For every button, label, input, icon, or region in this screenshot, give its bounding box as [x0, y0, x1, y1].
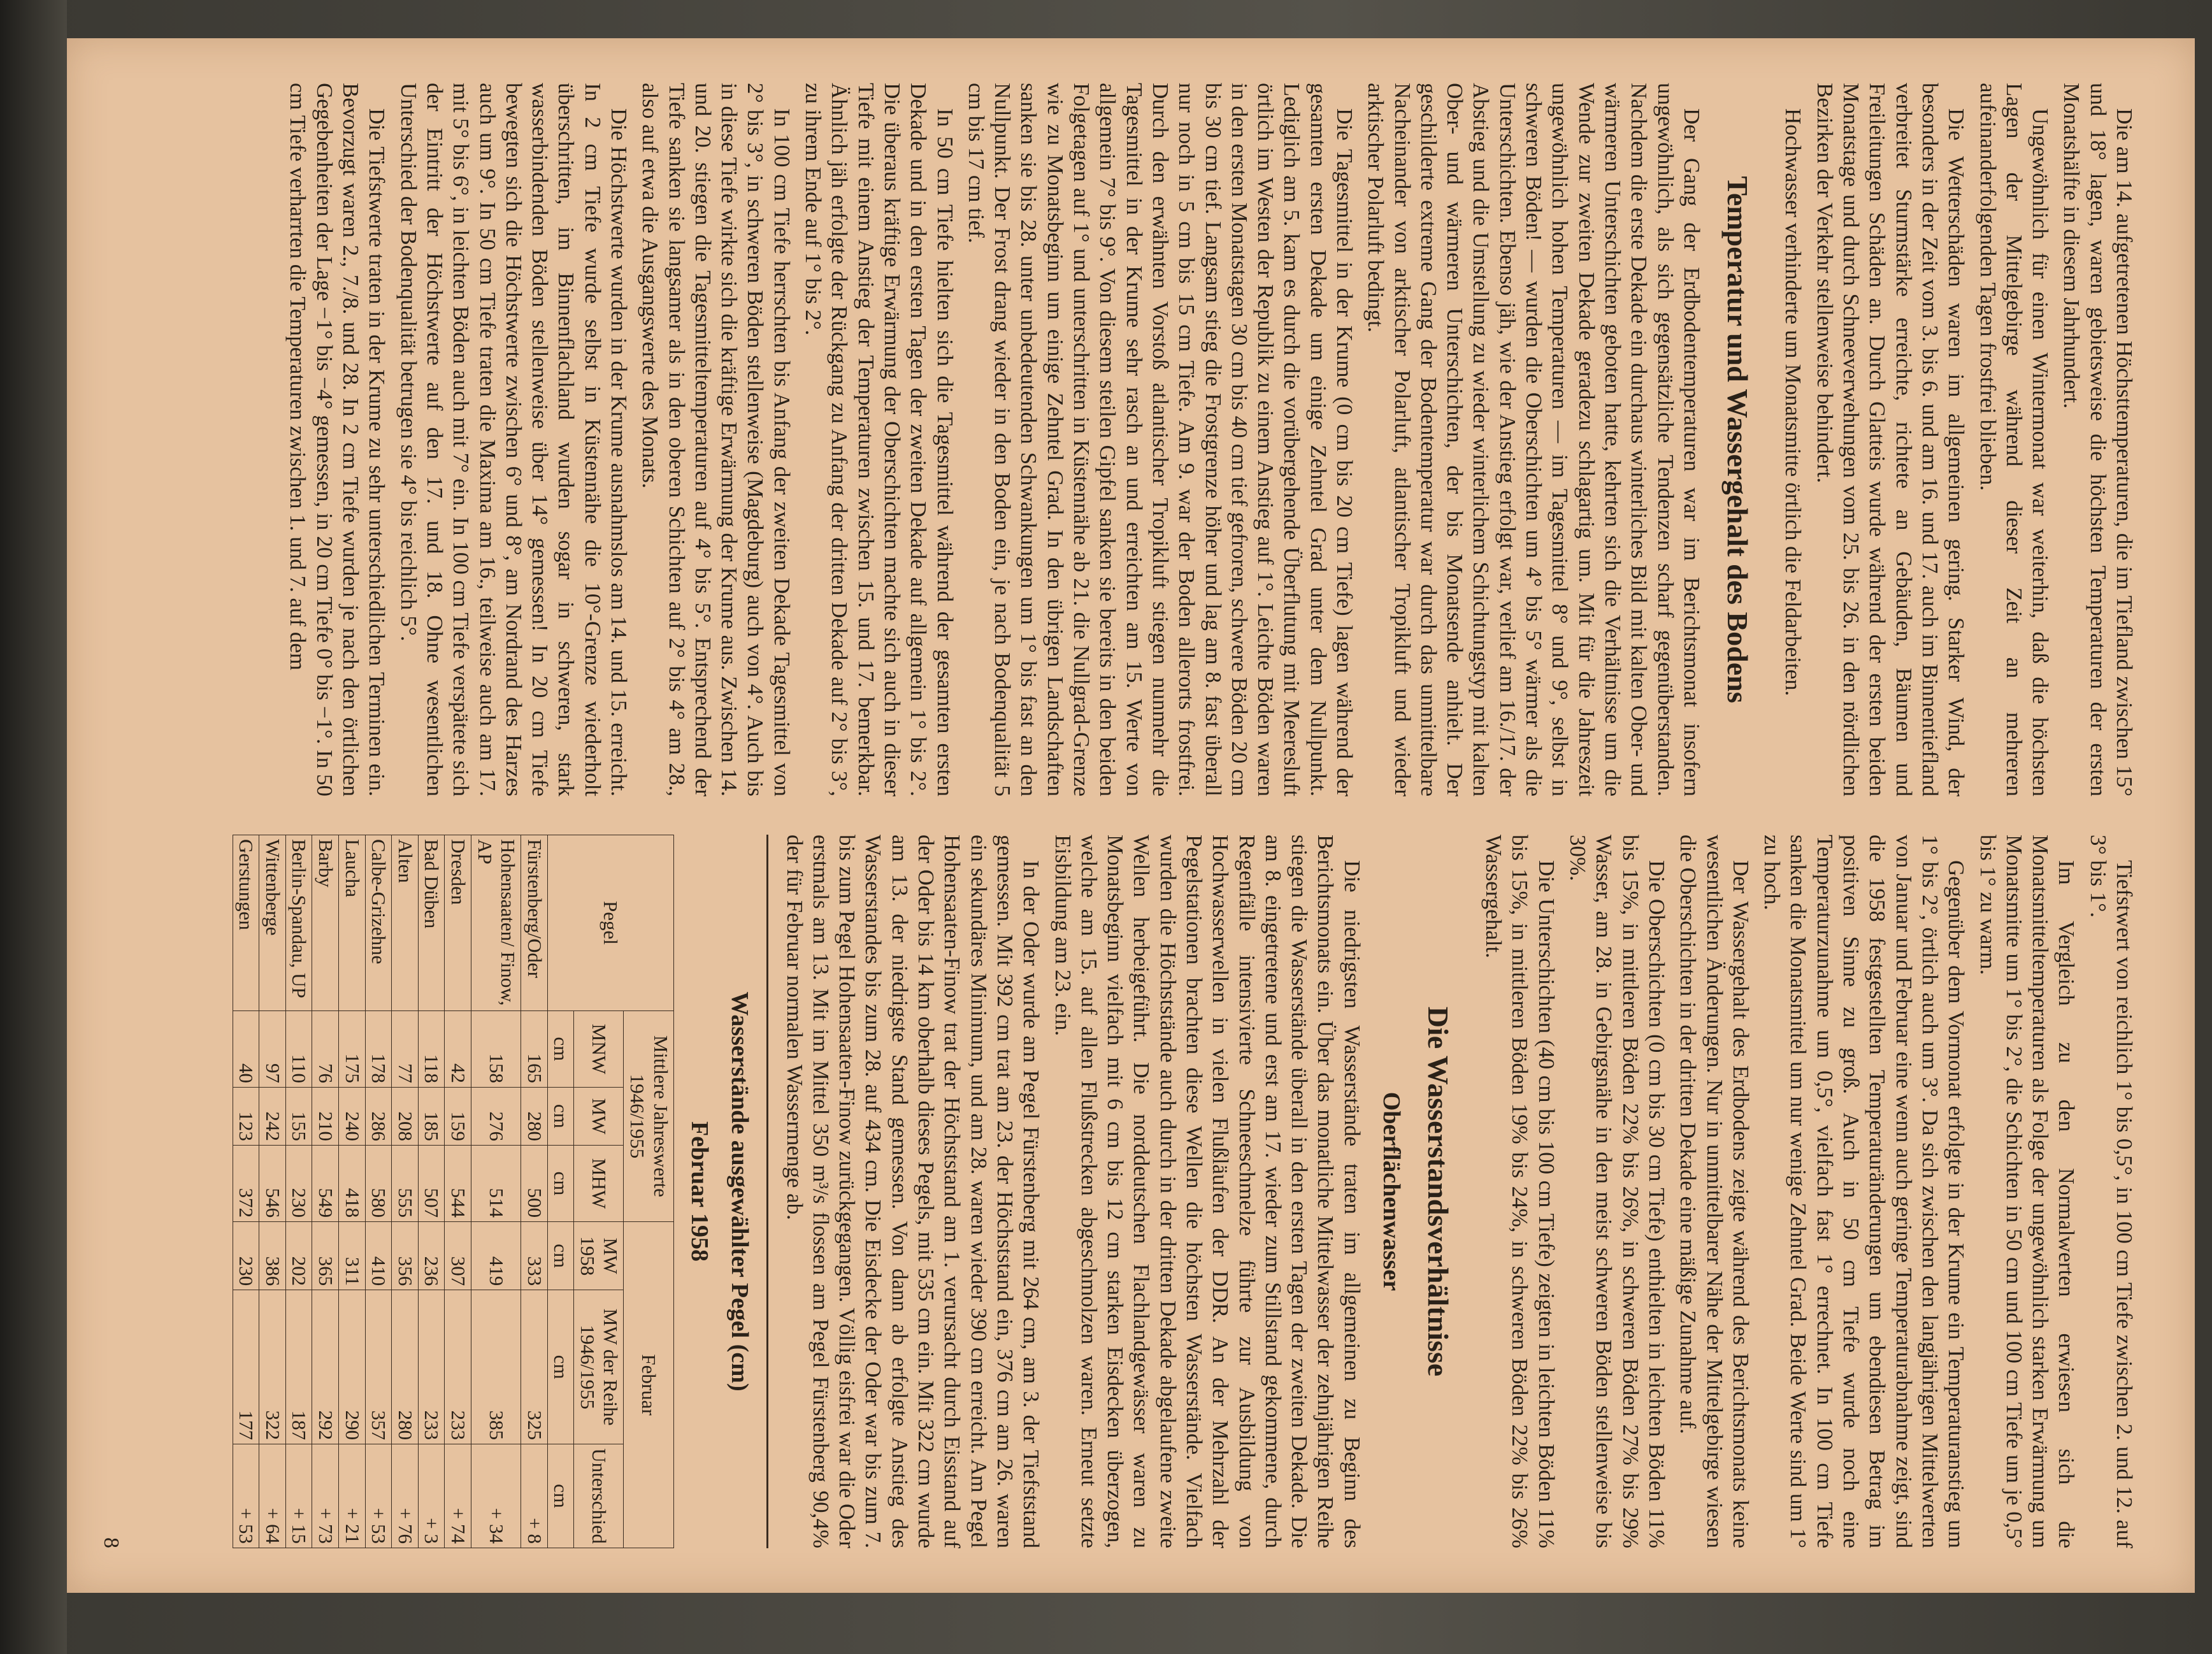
table-header-cell: cm — [547, 1290, 574, 1444]
table-cell: 42 — [445, 1010, 471, 1087]
table-cell: 546 — [259, 1145, 286, 1221]
weather-paragraph: Die am 14. aufgetretenen Höchsttemperaturen, die im Tiefland zwischen 15° und 18° lagen, waren gebietsweise die höchsten Temperaturen der ersten Monatshälfte in diesem Jahrhundert. — [2059, 83, 2137, 796]
table-header-cell: MNW — [574, 1010, 624, 1087]
table-cell: 418 — [339, 1145, 366, 1221]
table-cell: + 53 — [233, 1444, 259, 1548]
table-row — [418, 835, 445, 1548]
table-cell: 233 — [445, 1290, 471, 1444]
table-cell: 549 — [312, 1145, 339, 1221]
table-row — [285, 835, 312, 1548]
weather-paragraph: Die Wetterschäden waren im allgemeinen gering. Starker Wind, der besonders in der Zeit vom 3. bis 6. und am 16. und 17. auch im Binnentiefland verbreitet Sturmstärke erreichte, richtete an Gebäuden, Bäumen und Freileitungen Schäden an. Durch Glatteis wurde während der ersten beiden Monatstage und durch Schneeverwehungen vom 25. bis 26. in den nördlichen Bezirken der Verkehr stellenweise behindert. — [1812, 83, 1969, 796]
table-header-cell: Pegel — [547, 835, 673, 1011]
table-cell: Hohensaaten/ Finow, AP — [471, 835, 521, 1011]
table-cell: Alten — [392, 835, 419, 1011]
table-header-cell: cm — [547, 1222, 574, 1290]
table-cell: 123 — [233, 1088, 259, 1146]
table-cell: 118 — [418, 1010, 445, 1087]
table-cell: + 34 — [471, 1444, 521, 1548]
table-cell: 159 — [445, 1088, 471, 1146]
table-cell: 155 — [285, 1088, 312, 1146]
soil-paragraph: Die Unterschichten (40 cm bis 100 cm Tiefe) zeigten in leichten Böden 11% bis 15%, in mittleren Böden 19% bis 24%, in schweren Böden 22% bis 26% Wassergehalt. — [1481, 835, 1559, 1548]
table-cell: + 21 — [339, 1444, 366, 1548]
water-section-heading: Die Wasserstandsverhältnisse — [1421, 1006, 1454, 1377]
table-cell: 97 — [259, 1010, 286, 1087]
table-subtitle: Februar 1958 — [686, 1121, 714, 1262]
table-cell: 276 — [471, 1088, 521, 1146]
table-cell: 357 — [365, 1290, 392, 1444]
table-cell: 165 — [521, 1010, 548, 1087]
table-header-cell: MW — [574, 1088, 624, 1146]
soil-paragraph: Der Gang der Erdbodentemperaturen war im Berichtsmonat insofern ungewöhnlich, als sich gegensätzliche Tendenzen scharf gegenüberstanden. Nachdem die erste Dekade ein durchaus winterliches Bild mit kalten Ober- und wärmeren Unterschichten geboten hatte, kehrten sich die Verhältnisse um die Wende zur zweiten Dekade geradezu schlagartig um. Mit für die Jahreszeit ungewöhnlich hohen Temperaturen — im Tagesmittel 8° und 9°, selbst in schweren Böden! — wurden die Oberschichten um 4° bis 5° wärmer als die Unterschichten. Ebenso jäh, wie der Anstieg erfolgt war, verlief am 16./17. der Abstieg und die Umstellung zu wieder winterlichem Schichtungstyp mit kalten Ober- und wärmeren Unterschichten, der bis Monatsende anhielt. Der geschilderte extreme Gang der Bodentemperatur war durch das unmittelbare Nacheinander von arktischer Polarluft, atlantischer Tropikluft und wieder arktischer Polarluft bedingt. — [1363, 83, 1704, 796]
weather-paragraph: Hochwasser verhinderte um Monatsmitte örtlich die Feldarbeiten. — [1781, 108, 1806, 696]
table-cell: 500 — [521, 1145, 548, 1221]
table-cell: 230 — [233, 1222, 259, 1290]
table-header-cell: cm — [547, 1088, 574, 1146]
table-row — [392, 835, 419, 1548]
table-cell: 290 — [339, 1290, 366, 1444]
table-cell: Gerstungen — [233, 835, 259, 1011]
soil-paragraph: In 100 cm Tiefe herrschten bis Anfang der zweiten Dekade Tagesmittel von 2° bis 3°, in schweren Böden stellenweise (Magdeburg) auch von 4°. Auch bis in diese Tiefe wirkte sich die kräftige Erwärmung der Krume aus. Zwischen 14. und 20. stiegen die Tagesmitteltemperaturen auf 4° bis 5°. Entsprechend der Tiefe sanken sie langsamer als in den oberen Schichten auf 2° bis 4° am 28., also auf etwa die Ausgangswerte des Monats. — [638, 83, 794, 796]
table-cell: 175 — [339, 1010, 366, 1087]
water-paragraph: Die niedrigsten Wasserstände traten im allgemeinen zu Beginn des Berichtsmonats ein. Über das monatliche Mittelwasser der zehnjährigen Reihe stiegen die Wasserstände überall in den ersten Tagen der zweiten Dekade. Die am 8. eingetretene und erst am 17. wieder zum Stillstand gekommene, durch Regenfälle intensivierte Schneeschmelze führte zur Ausbildung von Hochwasserwellen in vielen Flußläufen der DDR. An der Mehrzahl der Pegelstationen brachten diese Wellen die höchsten Wasserstände. Vielfach wurden die Höchststände auch durch in der dritten Dekade abgelaufene zweite Wellen herbeigeführt. Die norddeutschen Flachlandgewässer waren zu Monatsbeginn vielfach mit 6 cm bis 12 cm starken Eisdecken überzogen, welche am 15. auf allen Flußstrecken abgeschmolzen waren. Erneut setzte Eisbildung am 23. ein. — [1050, 835, 1365, 1548]
soil-paragraph: Tiefstwert von reichlich 1° bis 0,5°, in 100 cm Tiefe zwischen 2. und 12. auf 3° bis 1°. — [2085, 835, 2137, 1548]
table-header-cell: cm — [547, 1010, 574, 1087]
table-cell: 419 — [471, 1222, 521, 1290]
table-row — [445, 835, 471, 1548]
soil-paragraph: Der Wassergehalt des Erdbodens zeigte während des Berichtsmonats keine wesentlichen Änderungen. Nur in unmittelbarer Nähe der Mittelgebirge wiesen die Oberschichten in der dritten Dekade eine mäßige Zunahme auf. — [1676, 835, 1753, 1548]
table-cell: 292 — [312, 1290, 339, 1444]
table-cell: + 8 — [521, 1444, 548, 1548]
table-cell: 187 — [285, 1290, 312, 1444]
table-cell: 385 — [471, 1290, 521, 1444]
table-cell: Barby — [312, 835, 339, 1011]
table-cell: 77 — [392, 1010, 419, 1087]
table-cell: Laucha — [339, 835, 366, 1011]
water-paragraph: In der Oder wurde am Pegel Fürstenberg mit 264 cm, am 3. der Tiefststand gemessen. Mit 392 cm trat am 23. der Höchststand ein, 376 cm am 26. waren ein sekundäres Minimum, und am 28. waren wieder 390 cm erreicht. Am Pegel Hohensaaten-Finow trat der Höchststand am 1. verursacht durch Eisstand auf der Oder bis 14 km oberhalb dieses Pegels, mit 535 cm ein. Mit 322 cm wurde am 13. der niedrigste Stand gemessen. Von dann ab erfolgte Anstieg des Wasserstandes bis zum 28. auf 434 cm. Die Eisdecke der Oder war bis zum 7. bis zum Pegel Hohensaaten-Finow zurückgegangen. Völlig eisfrei war die Oder erstmals am 13. Mit im Mittel 350 m³/s flossen am Pegel Fürstenberg 90,4% der für Februar normalen Wassermenge ab. — [782, 835, 1044, 1548]
document-page — [67, 38, 2195, 1593]
soil-paragraph: Im Vergleich zu den Normalwerten erwiesen sich die Monatsmitteltemperaturen als Folge der ungewöhnlich starken Erwärmung um Monatsmitte um 1° bis 2°, die Schichten in 50 cm und 100 cm Tiefe um je 0,5° bis 1° zu warm. — [1975, 835, 2079, 1548]
table-row — [521, 835, 548, 1548]
table-cell: 555 — [392, 1145, 419, 1221]
soil-paragraph: Die Tagesmittel in der Krume (0 cm bis 20 cm Tiefe) lagen während der gesamten ersten Dekade um einige Zehntel Grad unter dem Nullpunkt. Lediglich am 5. kam es durch die vorübergehende Überflutung mit Meeresluft örtlich im Westen der Republik zu einem Anstieg auf 1°. Leichte Böden waren in den ersten Monatstagen 30 cm bis 40 cm tief gefroren, schwere Böden 20 cm bis 30 cm tief. Langsam stieg die Frostgrenze höher und lag am 8. fast überall nur noch in 5 cm bis 15 cm Tiefe. Am 9. war der Boden allerorts frostfrei. Durch den erwähnten Vorstoß atlantischer Tropikluft stiegen nunmehr die Tagesmittel in der Krume sehr rasch an und erreichten am 15. Werte von allgemein 7° bis 9°. Von diesem steilen Gipfel sanken sie bereits in den beiden Folgetagen auf 1° und unterschritten in Küstennähe ab 21. die Nullgrad-Grenze wie zu Monatsbeginn um einige Zehntel Grad. In den übrigen Landschaften sanken sie bis 28. unter unbedeutenden Schwankungen um 1° bis fast an den Nullpunkt. Der Frost drang wieder in den Boden ein, je nach Bodenqualität 5 cm bis 17 cm tief. — [963, 83, 1358, 796]
table-cell: 372 — [233, 1145, 259, 1221]
table-cell: 208 — [392, 1088, 419, 1146]
table-header-cell: MW der Reihe 1946/1955 — [574, 1290, 624, 1444]
table-cell: 233 — [418, 1290, 445, 1444]
table-cell: + 76 — [392, 1444, 419, 1548]
table-cell: 410 — [365, 1222, 392, 1290]
right-column — [169, 835, 2137, 1548]
table-cell: Calbe-Grizehne — [365, 835, 392, 1011]
page-content — [67, 38, 2195, 1593]
table-cell: 230 — [285, 1145, 312, 1221]
soil-paragraph: Gegenüber dem Vormonat erfolgte in der Krume ein Temperaturanstieg um 1° bis 2°, örtlich auch um 3°. Da sich zwischen den langjährigen Mittelwerten von Januar und Februar eine wenn auch geringe Temperaturabnahme zeigt, sind die 1958 festgestellten Temperaturänderungen um ebendiesen Betrag im positiven Sinne zu groß. Auch in 50 cm Tiefe wurde noch eine Temperaturzunahme um 0,5°, vielfach fast 1° errechnet. In 100 cm Tiefe sanken die Monatsmittel um nur wenige Zehntel Grad. Beide Werte sind um 1° zu hoch. — [1760, 835, 1969, 1548]
table-header-cell: MHW — [574, 1145, 624, 1221]
soil-section-heading: Temperatur und Wassergehalt des Bodens — [1721, 176, 1755, 703]
table-header-cell: Unterschied — [574, 1444, 624, 1548]
table-header-cell: cm — [547, 1145, 574, 1221]
table-cell: 240 — [339, 1088, 366, 1146]
table-cell: 242 — [259, 1088, 286, 1146]
table-cell: Fürstenberg/Oder — [521, 835, 548, 1011]
table-cell: 177 — [233, 1290, 259, 1444]
table-cell: 286 — [365, 1088, 392, 1146]
table-cell: + 73 — [312, 1444, 339, 1548]
table-cell: + 53 — [365, 1444, 392, 1548]
soil-paragraph: In 50 cm Tiefe hielten sich die Tagesmittel während der gesamten ersten Dekade und in den ersten Tagen der zweiten Dekade auf allgemein 1° bis 2°. Die überaus kräftige Erwärmung der Oberschichten machte sich auch in dieser Tiefe mit einem Anstieg der Temperaturen zwischen 15. und 17. bemerkbar. Ähnlich jäh erfolgte der Rückgang zu Anfang der dritten Dekade auf 2° bis 3°, zu ihrem Ende auf 1° bis 2°. — [801, 83, 958, 796]
left-column — [169, 83, 2137, 796]
table-cell: Wittenberge — [259, 835, 286, 1011]
table-cell: 322 — [259, 1290, 286, 1444]
table-cell: 514 — [471, 1145, 521, 1221]
table-cell: 356 — [392, 1222, 419, 1290]
table-cell: 333 — [521, 1222, 548, 1290]
table-cell: 325 — [521, 1290, 548, 1444]
table-cell: Berlin-Spandau, UP — [285, 835, 312, 1011]
table-cell: 40 — [233, 1010, 259, 1087]
divider — [766, 835, 768, 1548]
table-cell: 158 — [471, 1010, 521, 1087]
table-row — [312, 835, 339, 1548]
table-cell: 311 — [339, 1222, 366, 1290]
table-row — [233, 835, 259, 1548]
table-header-cell: MW 1958 — [574, 1222, 624, 1290]
table-header-cell: Mittlere Jahreswerte 1946/1955 — [624, 1010, 673, 1221]
table-header-cell: Februar — [624, 1222, 673, 1548]
table-header-cell: cm — [547, 1444, 574, 1548]
table-cell: + 74 — [445, 1444, 471, 1548]
table-cell: 280 — [392, 1290, 419, 1444]
table-cell: 507 — [418, 1145, 445, 1221]
table-cell: 365 — [312, 1222, 339, 1290]
table-row — [259, 835, 286, 1548]
table-cell: 307 — [445, 1222, 471, 1290]
table-cell: 236 — [418, 1222, 445, 1290]
table-cell: 178 — [365, 1010, 392, 1087]
page-number: 8 — [99, 1537, 123, 1548]
gauge-table — [233, 835, 674, 1548]
table-title: Wasserstände ausgewählter Pegel (cm) — [726, 991, 754, 1392]
table-cell: 280 — [521, 1088, 548, 1146]
table-cell: + 3 — [418, 1444, 445, 1548]
table-cell: 580 — [365, 1145, 392, 1221]
table-row — [471, 835, 521, 1548]
soil-paragraph: Die Tiefstwerte traten in der Krume zu sehr unterschiedlichen Terminen ein. Bevorzugt waren 2., 7./8. und 28. In 2 cm Tiefe wurden je nach den örtlichen Gegebenheiten der Lage −1° bis −4° gemessen, in 20 cm Tiefe 0° bis −1°. In 50 cm Tiefe verharrten die Temperaturen zwischen 1. und 7. auf dem — [285, 83, 390, 796]
table-cell: Bad Düben — [418, 835, 445, 1011]
weather-paragraph: Ungewöhnlich für einen Wintermonat war weiterhin, daß die höchsten Lagen der Mittelgebirge während dieser Zeit an mehreren aufeinanderfolgenden Tagen frostfrei blieben. — [1975, 83, 2053, 796]
table-cell: 110 — [285, 1010, 312, 1087]
table-cell: 202 — [285, 1222, 312, 1290]
table-cell: 386 — [259, 1222, 286, 1290]
table-cell: Dresden — [445, 835, 471, 1011]
table-cell: 210 — [312, 1088, 339, 1146]
table-cell: 544 — [445, 1145, 471, 1221]
table-cell: 76 — [312, 1010, 339, 1087]
table-row — [365, 835, 392, 1548]
table-cell: + 15 — [285, 1444, 312, 1548]
table-row — [339, 835, 366, 1548]
book-binding — [0, 0, 67, 1654]
soil-paragraph: Die Oberschichten (0 cm bis 30 cm Tiefe) enthielten in leichten Böden 11% bis 15%, in mittleren Böden 22% bis 26%, in schweren Böden 27% bis 29% Wasser, am 28. in Gebirgsnähe in den meist schweren Böden stellenweise bis 30%. — [1565, 835, 1669, 1548]
soil-paragraph: Die Höchstwerte wurden in der Krume ausnahmslos am 14. und 15. erreicht. In 2 cm Tiefe wurde selbst in Küstennähe die 10°-Grenze wiederholt überschritten, im Binnenflachland wurden sogar in schweren, stark wasserbindenden Böden stellenweise über 14° gemessen! In 20 cm Tiefe bewegten sich die Höchstwerte zwischen 6° und 8°, am Nordrand des Harzes auch um 9°. In 50 cm Tiefe traten die Maxima am 16., teilweise auch am 17. mit 5° bis 6°, in leichten Böden auch mit 7° ein. In 100 cm Tiefe verspätete sich der Eintritt der Höchstwerte auf den 17. und 18. Ohne wesentlichen Unterschied der Bodenqualität betrugen sie 4° bis reichlich 5°. — [396, 83, 631, 796]
table-cell: + 64 — [259, 1444, 286, 1548]
surface-water-subheading: Oberflächenwasser — [1377, 1091, 1405, 1291]
table-cell: 185 — [418, 1088, 445, 1146]
